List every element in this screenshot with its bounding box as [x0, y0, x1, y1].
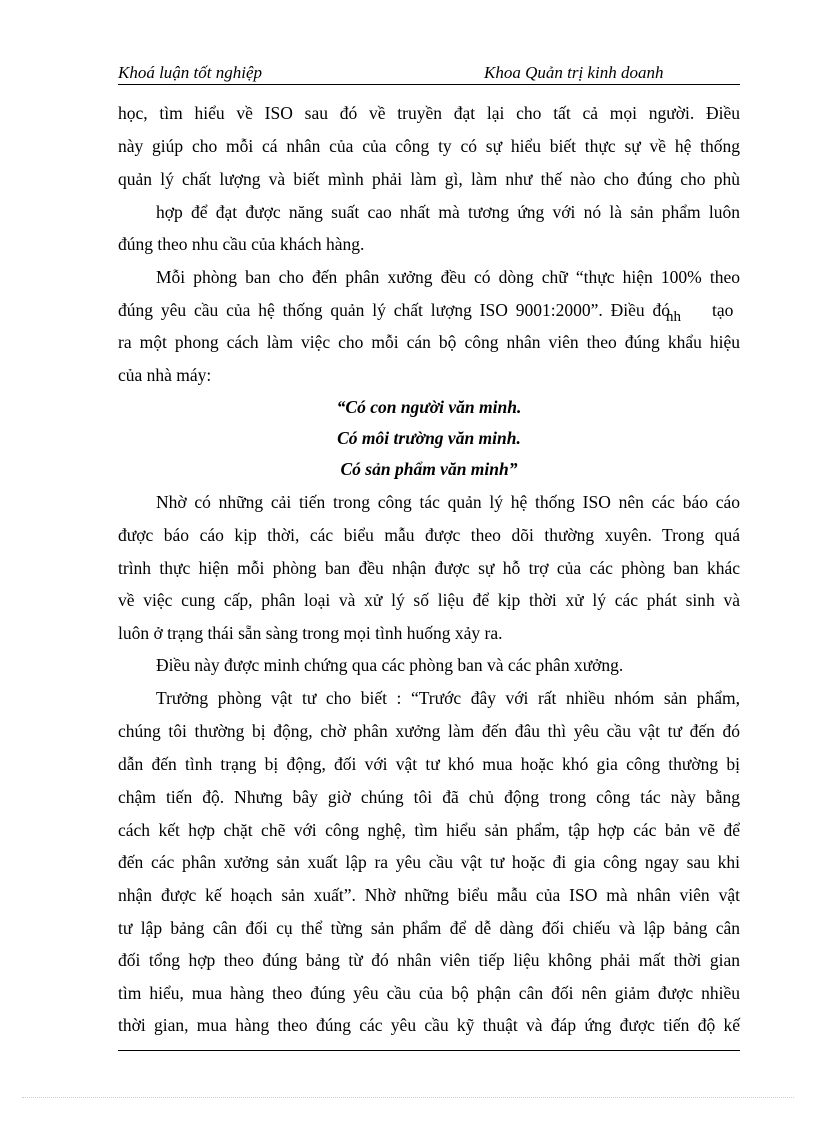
body-line: tìm hiểu, mua hàng theo đúng yêu cầu của bộ phận cân đối nên giảm được nhiều [118, 983, 740, 1003]
body-line: cách kết hợp chặt chẽ với công nghệ, tìm hiểu sản phẩm, tập hợp các bản vẽ để [118, 820, 740, 840]
body-line: chậm tiến độ. Nhưng bây giờ chúng tôi đã chủ động trong công tác này bằng [118, 787, 740, 807]
body-line: thời gian, mua hàng theo đúng các yêu cầu kỹ thuật và đáp ứng được tiến độ kế [118, 1015, 740, 1035]
body-line: đúng theo nhu cầu của khách hàng. [118, 234, 365, 254]
body-line: dẫn đến tình trạng bị động, đối với vật tư khó mua hoặc khó gia công thường bị [118, 754, 740, 774]
body-line: chúng tôi thường bị động, chờ phân xưởng làm đến đâu thì yêu cầu vật tư đến đó [118, 721, 740, 741]
body-line: luôn ở trạng thái sẵn sàng trong mọi tình huống xảy ra. [118, 623, 503, 643]
body-line: được báo cáo kịp thời, các biểu mẫu được theo dõi thường xuyên. Trong quá [118, 525, 740, 545]
body-word: tạo [712, 300, 734, 320]
body-line: về việc cung cấp, phân loại và xử lý số liệu để kịp thời xử lý các phát sinh và [118, 590, 740, 610]
header-faculty-label: Khoa Quản trị kinh doanh [484, 63, 664, 82]
footer-rule [118, 1050, 740, 1051]
body-line: hợp để đạt được năng suất cao nhất mà tương ứng với nó là sản phẩm luôn [156, 202, 740, 222]
slogan-line: Có môi trường văn minh. [337, 428, 521, 448]
body-line: đến các phân xưởng sản xuất lập ra yêu cầu vật tư hoặc đi gia công ngay sau khi [118, 852, 740, 872]
page-header [118, 62, 740, 85]
body-line: đúng yêu cầu của hệ thống quản lý chất lượng ISO 9001:2000”. Điều đó [118, 300, 670, 320]
body-line: ra một phong cách làm việc cho mỗi cán bộ công nhân viên theo đúng khẩu hiệu [118, 332, 740, 352]
body-line: Điều này được minh chứng qua các phòng ban và các phân xưởng. [156, 655, 624, 675]
header-thesis-label: Khoá luận tốt nghiệp [118, 63, 263, 82]
body-line: nhận được kế hoạch sản xuất”. Nhờ những biểu mẫu của ISO mà nhân viên vật [118, 885, 740, 905]
body-line: học, tìm hiểu về ISO sau đó về truyền đạt lại cho tất cả mọi người. Điều [118, 103, 740, 123]
body-line: này giúp cho mỗi cá nhân của của công ty có sự hiểu biết thực sự về hệ thống [118, 136, 740, 156]
slogan-line: “Có con người văn minh. [336, 397, 522, 417]
body-line: trình thực hiện mỗi phòng ban đều nhận được sự hỗ trợ của các phòng ban khác [118, 558, 740, 578]
page-edge-divider [22, 1097, 794, 1098]
body-line: của nhà máy: [118, 365, 212, 385]
stray-subscript: nh [666, 309, 681, 325]
body-line: tư lập bảng cân đối cụ thể từng sản phẩm để dễ dàng đối chiếu và lập bảng cân [118, 918, 740, 938]
body-line: đối tổng hợp theo đúng bảng từ đó nhân viên tiếp liệu không phải mất thời gian [118, 950, 740, 970]
body-line: Nhờ có những cải tiến trong công tác quản lý hệ thống ISO nên các báo cáo [156, 492, 740, 512]
slogan-line: Có sản phẩm văn minh” [340, 459, 518, 479]
body-line: Mỗi phòng ban cho đến phân xưởng đều có dòng chữ “thực hiện 100% theo [156, 267, 740, 287]
body-line: Trưởng phòng vật tư cho biết : “Trước đây với rất nhiều nhóm sản phẩm, [156, 688, 740, 708]
body-line: quản lý chất lượng và biết mình phải làm gì, làm như thế nào cho đúng cho phù [118, 169, 740, 189]
